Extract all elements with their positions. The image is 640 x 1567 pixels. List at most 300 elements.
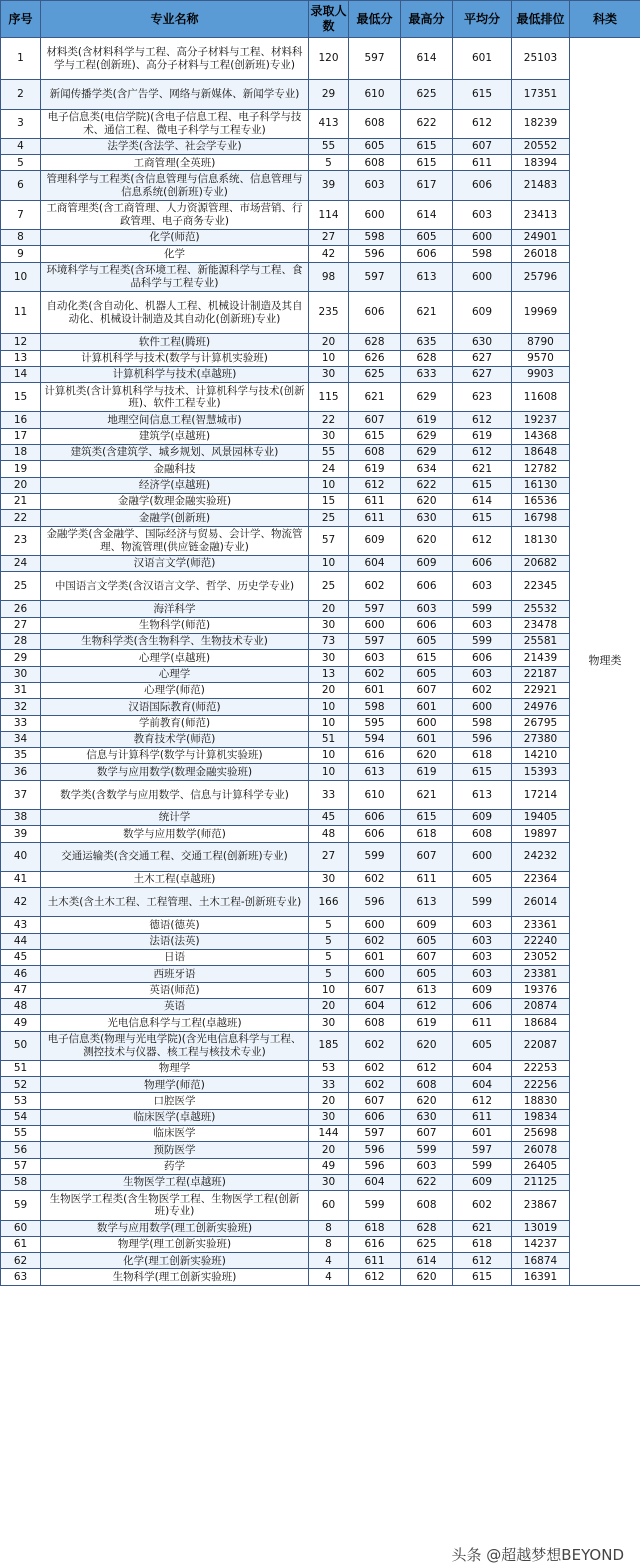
table-row — [1, 555, 640, 571]
min-score: 607 — [349, 1093, 401, 1109]
min-score: 604 — [349, 998, 401, 1014]
avg-score: 615 — [453, 80, 512, 109]
enrolled-count: 10 — [309, 555, 349, 571]
min-rank: 16874 — [512, 1253, 570, 1269]
row-index: 9 — [1, 246, 41, 262]
min-rank: 17351 — [512, 80, 570, 109]
avg-score: 603 — [453, 966, 512, 982]
table-row — [1, 383, 640, 412]
table-row — [1, 1126, 640, 1142]
enrolled-count: 57 — [309, 526, 349, 555]
max-score: 620 — [401, 526, 453, 555]
row-index: 50 — [1, 1031, 41, 1060]
min-rank: 18394 — [512, 155, 570, 171]
table-row — [1, 1174, 640, 1190]
min-rank: 18684 — [512, 1015, 570, 1031]
max-score: 618 — [401, 826, 453, 842]
avg-score: 603 — [453, 200, 512, 229]
avg-score: 603 — [453, 933, 512, 949]
enrolled-count: 27 — [309, 230, 349, 246]
enrolled-count: 5 — [309, 933, 349, 949]
max-score: 622 — [401, 109, 453, 138]
max-score: 601 — [401, 731, 453, 747]
major-name: 数学类(含数学与应用数学、信息与计算科学专业) — [41, 780, 309, 809]
table-row — [1, 350, 640, 366]
row-index: 44 — [1, 933, 41, 949]
min-score: 616 — [349, 1236, 401, 1252]
enrolled-count: 25 — [309, 510, 349, 526]
major-name: 计算机科学与技术(卓越班) — [41, 366, 309, 382]
major-name: 工商管理(全英班) — [41, 155, 309, 171]
min-rank: 8790 — [512, 334, 570, 350]
table-row — [1, 230, 640, 246]
row-index: 55 — [1, 1126, 41, 1142]
table-body — [1, 38, 640, 1286]
row-index: 46 — [1, 966, 41, 982]
table-row — [1, 171, 640, 200]
max-score: 620 — [401, 493, 453, 509]
table-row — [1, 1060, 640, 1076]
row-index: 47 — [1, 982, 41, 998]
enrolled-count: 30 — [309, 366, 349, 382]
enrolled-count: 5 — [309, 155, 349, 171]
max-score: 617 — [401, 171, 453, 200]
avg-score: 605 — [453, 871, 512, 887]
min-rank: 25581 — [512, 634, 570, 650]
avg-score: 609 — [453, 809, 512, 825]
min-rank: 22253 — [512, 1060, 570, 1076]
min-score: 606 — [349, 1109, 401, 1125]
min-score: 609 — [349, 526, 401, 555]
major-name: 生物科学(师范) — [41, 617, 309, 633]
min-rank: 9903 — [512, 366, 570, 382]
min-rank: 22187 — [512, 666, 570, 682]
avg-score: 599 — [453, 888, 512, 917]
min-rank: 16536 — [512, 493, 570, 509]
min-rank: 19969 — [512, 291, 570, 333]
avg-score: 611 — [453, 1015, 512, 1031]
avg-score: 600 — [453, 262, 512, 291]
table-row — [1, 262, 640, 291]
enrolled-count: 20 — [309, 1093, 349, 1109]
min-rank: 25532 — [512, 601, 570, 617]
row-index: 51 — [1, 1060, 41, 1076]
min-rank: 20682 — [512, 555, 570, 571]
major-name: 金融学(数理金融实验班) — [41, 493, 309, 509]
min-rank: 26795 — [512, 715, 570, 731]
max-score: 608 — [401, 1191, 453, 1220]
min-score: 618 — [349, 1220, 401, 1236]
table-row — [1, 510, 640, 526]
min-rank: 14210 — [512, 748, 570, 764]
row-index: 62 — [1, 1253, 41, 1269]
major-name: 物理学 — [41, 1060, 309, 1076]
row-index: 27 — [1, 617, 41, 633]
avg-score: 604 — [453, 1060, 512, 1076]
min-score: 619 — [349, 461, 401, 477]
row-index: 57 — [1, 1158, 41, 1174]
min-rank: 19834 — [512, 1109, 570, 1125]
table-row — [1, 731, 640, 747]
header-min-score: 最低分 — [349, 1, 401, 38]
max-score: 612 — [401, 998, 453, 1014]
table-row — [1, 966, 640, 982]
table-row — [1, 1236, 640, 1252]
category-cell: 物理类 — [570, 38, 640, 1286]
major-name: 金融学(创新班) — [41, 510, 309, 526]
avg-score: 612 — [453, 412, 512, 428]
row-index: 1 — [1, 38, 41, 80]
enrolled-count: 115 — [309, 383, 349, 412]
table-row — [1, 998, 640, 1014]
row-index: 23 — [1, 526, 41, 555]
min-rank: 26018 — [512, 246, 570, 262]
min-rank: 13019 — [512, 1220, 570, 1236]
enrolled-count: 185 — [309, 1031, 349, 1060]
row-index: 45 — [1, 950, 41, 966]
avg-score: 603 — [453, 917, 512, 933]
min-rank: 25103 — [512, 38, 570, 80]
row-index: 11 — [1, 291, 41, 333]
major-name: 心理学(卓越班) — [41, 650, 309, 666]
row-index: 4 — [1, 138, 41, 154]
max-score: 605 — [401, 666, 453, 682]
min-rank: 18239 — [512, 109, 570, 138]
max-score: 635 — [401, 334, 453, 350]
major-name: 土木工程(卓越班) — [41, 871, 309, 887]
enrolled-count: 4 — [309, 1269, 349, 1285]
min-score: 611 — [349, 493, 401, 509]
avg-score: 597 — [453, 1142, 512, 1158]
enrolled-count: 5 — [309, 917, 349, 933]
min-score: 604 — [349, 1174, 401, 1190]
avg-score: 605 — [453, 1031, 512, 1060]
avg-score: 600 — [453, 699, 512, 715]
major-name: 交通运输类(含交通工程、交通工程(创新班)专业) — [41, 842, 309, 871]
max-score: 607 — [401, 950, 453, 966]
row-index: 2 — [1, 80, 41, 109]
major-name: 统计学 — [41, 809, 309, 825]
major-name: 化学 — [41, 246, 309, 262]
enrolled-count: 235 — [309, 291, 349, 333]
max-score: 613 — [401, 888, 453, 917]
enrolled-count: 30 — [309, 1174, 349, 1190]
enrolled-count: 51 — [309, 731, 349, 747]
min-score: 628 — [349, 334, 401, 350]
header-enrolled-count: 录取人数 — [309, 1, 349, 38]
row-index: 31 — [1, 682, 41, 698]
major-name: 地理空间信息工程(智慧城市) — [41, 412, 309, 428]
min-rank: 26405 — [512, 1158, 570, 1174]
avg-score: 612 — [453, 445, 512, 461]
table-row — [1, 1109, 640, 1125]
min-rank: 27380 — [512, 731, 570, 747]
table-row — [1, 412, 640, 428]
avg-score: 612 — [453, 526, 512, 555]
table-row — [1, 888, 640, 917]
enrolled-count: 20 — [309, 601, 349, 617]
min-rank: 15393 — [512, 764, 570, 780]
max-score: 629 — [401, 383, 453, 412]
min-score: 607 — [349, 412, 401, 428]
enrolled-count: 120 — [309, 38, 349, 80]
max-score: 607 — [401, 682, 453, 698]
min-score: 608 — [349, 155, 401, 171]
max-score: 612 — [401, 1060, 453, 1076]
table-row — [1, 1015, 640, 1031]
min-rank: 18830 — [512, 1093, 570, 1109]
avg-score: 604 — [453, 1077, 512, 1093]
avg-score: 596 — [453, 731, 512, 747]
table-row — [1, 80, 640, 109]
max-score: 614 — [401, 200, 453, 229]
max-score: 620 — [401, 1093, 453, 1109]
major-name: 材料类(含材料科学与工程、高分子材料与工程、材料科学与工程(创新班)、高分子材料与工程(创新班)专业) — [41, 38, 309, 80]
avg-score: 627 — [453, 350, 512, 366]
row-index: 52 — [1, 1077, 41, 1093]
avg-score: 606 — [453, 650, 512, 666]
min-rank: 16391 — [512, 1269, 570, 1285]
min-score: 608 — [349, 1015, 401, 1031]
min-score: 597 — [349, 634, 401, 650]
table-row — [1, 1158, 640, 1174]
max-score: 615 — [401, 138, 453, 154]
enrolled-count: 10 — [309, 715, 349, 731]
min-rank: 16130 — [512, 477, 570, 493]
max-score: 606 — [401, 246, 453, 262]
avg-score: 615 — [453, 510, 512, 526]
avg-score: 621 — [453, 1220, 512, 1236]
row-index: 21 — [1, 493, 41, 509]
row-index: 16 — [1, 412, 41, 428]
min-score: 597 — [349, 38, 401, 80]
table-row — [1, 601, 640, 617]
max-score: 600 — [401, 715, 453, 731]
major-name: 经济学(卓越班) — [41, 477, 309, 493]
major-name: 物理学(理工创新实验班) — [41, 1236, 309, 1252]
avg-score: 600 — [453, 230, 512, 246]
avg-score: 611 — [453, 1109, 512, 1125]
major-name: 环境科学与工程类(含环境工程、新能源科学与工程、食品科学与工程专业) — [41, 262, 309, 291]
max-score: 622 — [401, 1174, 453, 1190]
row-index: 29 — [1, 650, 41, 666]
avg-score: 609 — [453, 982, 512, 998]
min-score: 596 — [349, 1158, 401, 1174]
max-score: 619 — [401, 412, 453, 428]
table-row — [1, 617, 640, 633]
table-row — [1, 1093, 640, 1109]
row-index: 58 — [1, 1174, 41, 1190]
table-row — [1, 764, 640, 780]
min-rank: 22921 — [512, 682, 570, 698]
major-name: 工商管理类(含工商管理、人力资源管理、市场营销、行政管理、电子商务专业) — [41, 200, 309, 229]
row-index: 33 — [1, 715, 41, 731]
major-name: 化学(理工创新实验班) — [41, 1253, 309, 1269]
major-name: 临床医学(卓越班) — [41, 1109, 309, 1125]
table-row — [1, 366, 640, 382]
min-score: 602 — [349, 933, 401, 949]
major-name: 计算机科学与技术(数学与计算机实验班) — [41, 350, 309, 366]
table-row — [1, 666, 640, 682]
table-row — [1, 477, 640, 493]
major-name: 生物医学工程类(含生物医学工程、生物医学工程(创新班)专业) — [41, 1191, 309, 1220]
major-name: 数学与应用数学(师范) — [41, 826, 309, 842]
major-name: 化学(师范) — [41, 230, 309, 246]
row-index: 28 — [1, 634, 41, 650]
table-row — [1, 461, 640, 477]
enrolled-count: 20 — [309, 682, 349, 698]
row-index: 39 — [1, 826, 41, 842]
avg-score: 603 — [453, 572, 512, 601]
avg-score: 611 — [453, 155, 512, 171]
enrolled-count: 30 — [309, 1109, 349, 1125]
major-name: 德语(德英) — [41, 917, 309, 933]
avg-score: 630 — [453, 334, 512, 350]
table-row — [1, 1031, 640, 1060]
enrolled-count: 413 — [309, 109, 349, 138]
enrolled-count: 30 — [309, 428, 349, 444]
row-index: 18 — [1, 445, 41, 461]
watermark: 头条 @超越梦想BEYOND — [448, 1544, 628, 1565]
max-score: 609 — [401, 555, 453, 571]
header-row — [1, 1, 640, 38]
major-name: 法语(法英) — [41, 933, 309, 949]
min-rank: 23381 — [512, 966, 570, 982]
row-index: 42 — [1, 888, 41, 917]
header-min-rank: 最低排位 — [512, 1, 570, 38]
major-name: 电子信息类(电信学院)(含电子信息工程、电子科学与技术、通信工程、微电子科学与工程专业) — [41, 109, 309, 138]
major-name: 药学 — [41, 1158, 309, 1174]
min-rank: 24976 — [512, 699, 570, 715]
min-rank: 23413 — [512, 200, 570, 229]
min-score: 605 — [349, 138, 401, 154]
max-score: 611 — [401, 871, 453, 887]
enrolled-count: 10 — [309, 982, 349, 998]
major-name: 生物科学类(含生物科学、生物技术专业) — [41, 634, 309, 650]
enrolled-count: 10 — [309, 699, 349, 715]
row-index: 54 — [1, 1109, 41, 1125]
max-score: 628 — [401, 1220, 453, 1236]
avg-score: 627 — [453, 366, 512, 382]
avg-score: 606 — [453, 555, 512, 571]
major-name: 预防医学 — [41, 1142, 309, 1158]
min-score: 606 — [349, 826, 401, 842]
row-index: 41 — [1, 871, 41, 887]
row-index: 5 — [1, 155, 41, 171]
enrolled-count: 114 — [309, 200, 349, 229]
major-name: 海洋科学 — [41, 601, 309, 617]
table-row — [1, 982, 640, 998]
max-score: 605 — [401, 933, 453, 949]
avg-score: 621 — [453, 461, 512, 477]
enrolled-count: 27 — [309, 842, 349, 871]
enrolled-count: 60 — [309, 1191, 349, 1220]
min-rank: 24232 — [512, 842, 570, 871]
row-index: 60 — [1, 1220, 41, 1236]
avg-score: 599 — [453, 1158, 512, 1174]
max-score: 613 — [401, 982, 453, 998]
header-index: 序号 — [1, 1, 41, 38]
min-score: 597 — [349, 601, 401, 617]
max-score: 605 — [401, 230, 453, 246]
avg-score: 608 — [453, 826, 512, 842]
min-rank: 17214 — [512, 780, 570, 809]
min-rank: 11608 — [512, 383, 570, 412]
header-major-name: 专业名称 — [41, 1, 309, 38]
major-name: 数学与应用数学(数理金融实验班) — [41, 764, 309, 780]
table-row — [1, 155, 640, 171]
table-row — [1, 445, 640, 461]
major-name: 生物医学工程(卓越班) — [41, 1174, 309, 1190]
table-row — [1, 428, 640, 444]
major-name: 心理学 — [41, 666, 309, 682]
table-row — [1, 842, 640, 871]
table-row — [1, 715, 640, 731]
enrolled-count: 166 — [309, 888, 349, 917]
row-index: 26 — [1, 601, 41, 617]
max-score: 633 — [401, 366, 453, 382]
avg-score: 598 — [453, 246, 512, 262]
max-score: 608 — [401, 1077, 453, 1093]
major-name: 物理学(师范) — [41, 1077, 309, 1093]
major-name: 金融学类(含金融学、国际经济与贸易、会计学、物流管理、物流管理(供应链金融)专业) — [41, 526, 309, 555]
enrolled-count: 8 — [309, 1236, 349, 1252]
major-name: 西班牙语 — [41, 966, 309, 982]
avg-score: 603 — [453, 617, 512, 633]
table-row — [1, 291, 640, 333]
major-name: 自动化类(含自动化、机器人工程、机械设计制造及其自动化、机械设计制造及其自动化(创新班)专业) — [41, 291, 309, 333]
enrolled-count: 30 — [309, 1015, 349, 1031]
major-name: 电子信息类(物理与光电学院)(含光电信息科学与工程、测控技术与仪器、核工程与核技术专业) — [41, 1031, 309, 1060]
table-row — [1, 38, 640, 80]
min-rank: 22364 — [512, 871, 570, 887]
row-index: 32 — [1, 699, 41, 715]
row-index: 15 — [1, 383, 41, 412]
row-index: 30 — [1, 666, 41, 682]
row-index: 61 — [1, 1236, 41, 1252]
enrolled-count: 24 — [309, 461, 349, 477]
avg-score: 623 — [453, 383, 512, 412]
max-score: 634 — [401, 461, 453, 477]
min-score: 611 — [349, 1253, 401, 1269]
min-rank: 22256 — [512, 1077, 570, 1093]
min-score: 598 — [349, 699, 401, 715]
max-score: 620 — [401, 1269, 453, 1285]
min-score: 602 — [349, 1077, 401, 1093]
major-name: 汉语国际教育(师范) — [41, 699, 309, 715]
row-index: 17 — [1, 428, 41, 444]
min-rank: 23052 — [512, 950, 570, 966]
avg-score: 614 — [453, 493, 512, 509]
header-category: 科类 — [570, 1, 640, 38]
row-index: 40 — [1, 842, 41, 871]
enrolled-count: 20 — [309, 998, 349, 1014]
enrolled-count: 30 — [309, 650, 349, 666]
enrolled-count: 33 — [309, 780, 349, 809]
header-max-score: 最高分 — [401, 1, 453, 38]
min-rank: 18648 — [512, 445, 570, 461]
min-rank: 16798 — [512, 510, 570, 526]
min-rank: 22345 — [512, 572, 570, 601]
avg-score: 606 — [453, 998, 512, 1014]
avg-score: 609 — [453, 291, 512, 333]
table-row — [1, 871, 640, 887]
row-index: 63 — [1, 1269, 41, 1285]
major-name: 生物科学(理工创新实验班) — [41, 1269, 309, 1285]
major-name: 金融科技 — [41, 461, 309, 477]
table-row — [1, 1142, 640, 1158]
max-score: 599 — [401, 1142, 453, 1158]
